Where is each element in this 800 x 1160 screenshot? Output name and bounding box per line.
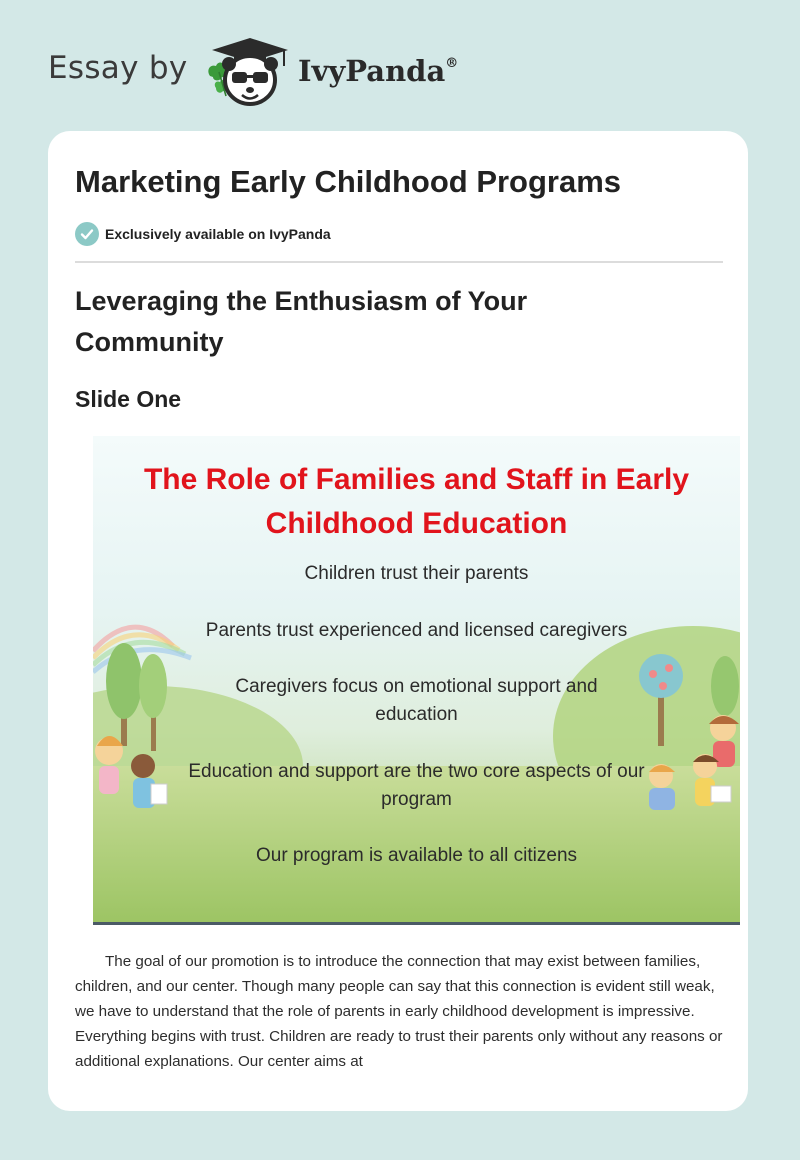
check-circle-icon [75, 222, 99, 246]
slide-bullet: Parents trust experienced and licensed caregivers [205, 620, 628, 641]
slide-title-line-2: Childhood Education [265, 507, 568, 540]
slide-bullet: Education and support are the two core aspects of our program [188, 761, 645, 810]
panda-graduate-icon [204, 36, 294, 108]
slide-title [93, 458, 740, 546]
slide-bullet: Caregivers focus on emotional support and education [235, 676, 598, 725]
badge-text: Exclusively available on IvyPanda [105, 226, 331, 242]
slide-bullet: Our program is available to all citizens [255, 845, 578, 866]
site-header [48, 36, 508, 106]
subheading: Slide One [75, 386, 182, 412]
essay-by-label: Essay by [48, 50, 188, 86]
body-paragraph: The goal of our promotion is to introduce the connection that may exist between families, children, and our center. Though many people can say that this connection is evident still weak, we have to understand that the role of parents in early childhood development is impressive. Everything begins with trust. Children are ready to trust their parents only without any reasons or additional explanations. Our center aims at [75, 953, 723, 1070]
page-title: Marketing Early Childhood Programs [75, 164, 622, 199]
slide-bullet: Children trust their parents [304, 563, 529, 584]
section-heading: Leveraging the Enthusiasm of Your Community [75, 286, 528, 357]
slide-image [93, 436, 740, 925]
slide-title-line-1: The Role of Families and Staff in Early [143, 463, 690, 496]
essay-body [75, 949, 725, 1074]
brand-text: IvyPanda [298, 54, 446, 88]
registered-mark: ® [445, 56, 459, 71]
exclusive-badge [75, 222, 331, 246]
essay-card [48, 131, 748, 1111]
brand-name[interactable] [298, 54, 458, 88]
divider [75, 261, 723, 263]
